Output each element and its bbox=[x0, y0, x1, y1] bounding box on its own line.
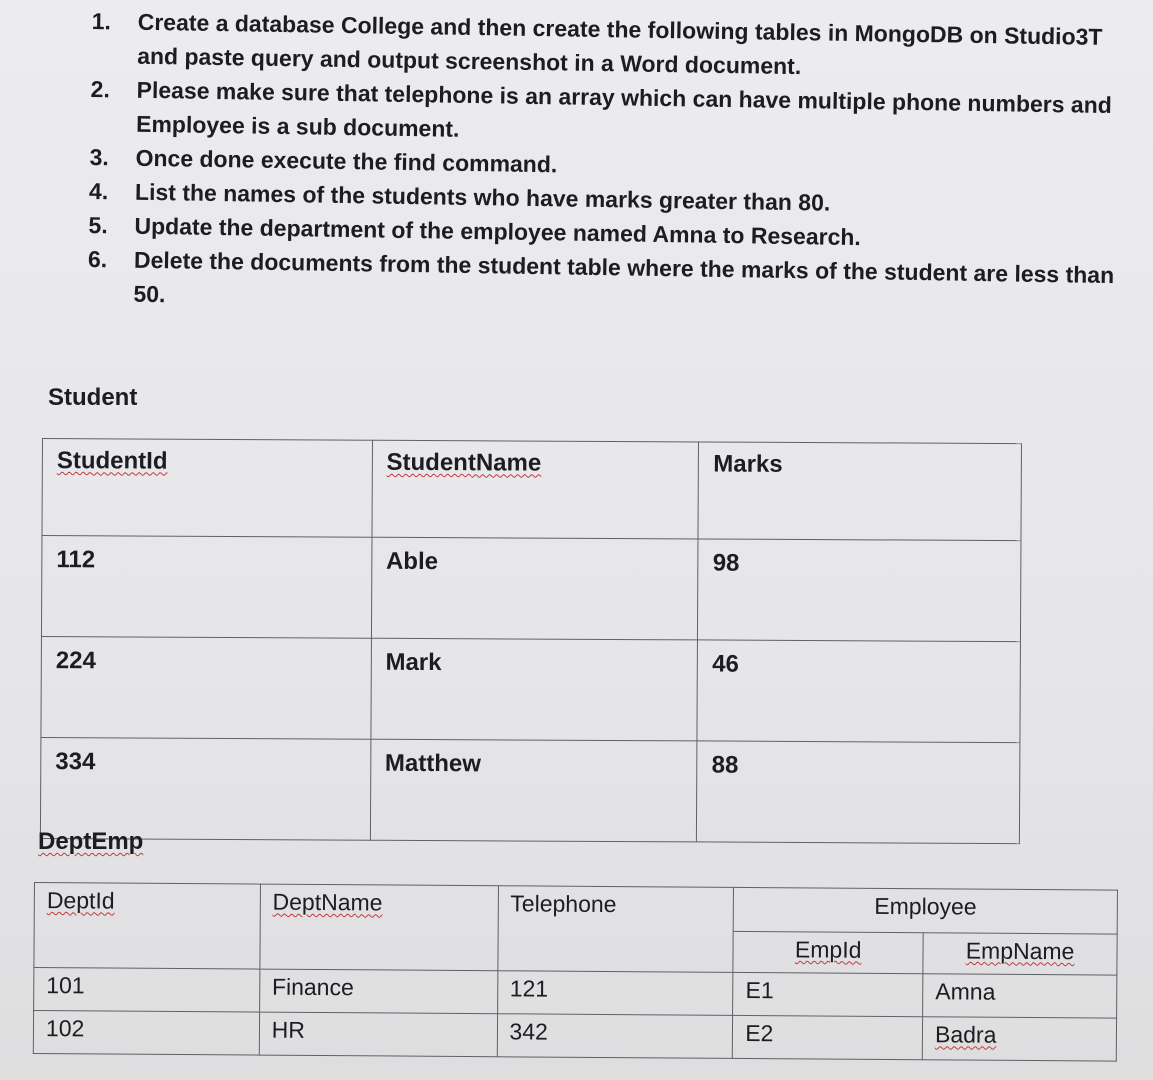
table-row bbox=[34, 968, 1117, 1019]
instruction-item: 4. List the names of the students who have marks greater than 80. bbox=[88, 177, 831, 216]
table-cell: Finance bbox=[259, 969, 497, 1014]
table-cell: 102 bbox=[33, 1011, 259, 1056]
table-cell: 88 bbox=[697, 741, 1020, 844]
table-cell: 98 bbox=[698, 539, 1021, 642]
column-header-deptid: DeptId bbox=[34, 883, 260, 970]
table-cell: 46 bbox=[697, 640, 1020, 743]
table-row bbox=[41, 536, 1021, 642]
table-cell: 112 bbox=[41, 536, 371, 639]
instruction-item: 6. Delete the documents from the student table where the marks of the student are less than 50. bbox=[87, 245, 1115, 308]
instruction-item: 1. Create a database College and then create the following tables in MongoDB on Studio3T and paste query and output screenshot in a Word document. bbox=[91, 7, 1103, 80]
table-header-row bbox=[34, 883, 1117, 934]
column-header-telephone: Telephone bbox=[497, 886, 733, 973]
student-table bbox=[40, 438, 1022, 844]
table-cell: E2 bbox=[733, 1015, 923, 1059]
deptemp-table bbox=[33, 882, 1118, 1062]
table-cell: Amna bbox=[923, 974, 1117, 1018]
table-cell: Matthew bbox=[370, 739, 697, 842]
column-header-studentname: StudentName bbox=[372, 440, 699, 539]
table-row bbox=[33, 1011, 1116, 1062]
table-cell: E1 bbox=[733, 972, 923, 1016]
table-cell: 342 bbox=[497, 1014, 733, 1059]
column-header-employee: Employee bbox=[733, 887, 1117, 933]
instruction-list bbox=[87, 4, 1142, 326]
table-cell: 224 bbox=[41, 636, 371, 739]
table-cell: 334 bbox=[40, 737, 370, 840]
instruction-item: 3. Once done execute the find command. bbox=[89, 143, 558, 178]
column-header-empid: EmpId bbox=[733, 931, 923, 974]
table-row bbox=[41, 636, 1021, 742]
column-header-studentid: StudentId bbox=[42, 439, 372, 538]
column-header-marks: Marks bbox=[698, 442, 1021, 541]
student-table-title: Student bbox=[48, 384, 138, 411]
table-cell: HR bbox=[259, 1012, 497, 1057]
table-cell: Mark bbox=[371, 638, 698, 741]
table-cell: 101 bbox=[34, 968, 260, 1013]
table-cell: Able bbox=[371, 537, 698, 640]
table-cell: Badra bbox=[922, 1017, 1116, 1061]
column-header-deptname: DeptName bbox=[260, 884, 498, 971]
table-header-row bbox=[42, 439, 1021, 541]
deptemp-table-title: DeptEmp bbox=[38, 828, 144, 855]
table-cell: 121 bbox=[497, 971, 733, 1016]
instruction-item: 5. Update the department of the employee named Amna to Research. bbox=[88, 211, 862, 251]
table-row bbox=[40, 737, 1020, 843]
instruction-item: 2. Please make sure that telephone is an array which can have multiple phone numbers and Employee is a sub document. bbox=[90, 75, 1113, 142]
column-header-empname: EmpName bbox=[923, 932, 1117, 975]
